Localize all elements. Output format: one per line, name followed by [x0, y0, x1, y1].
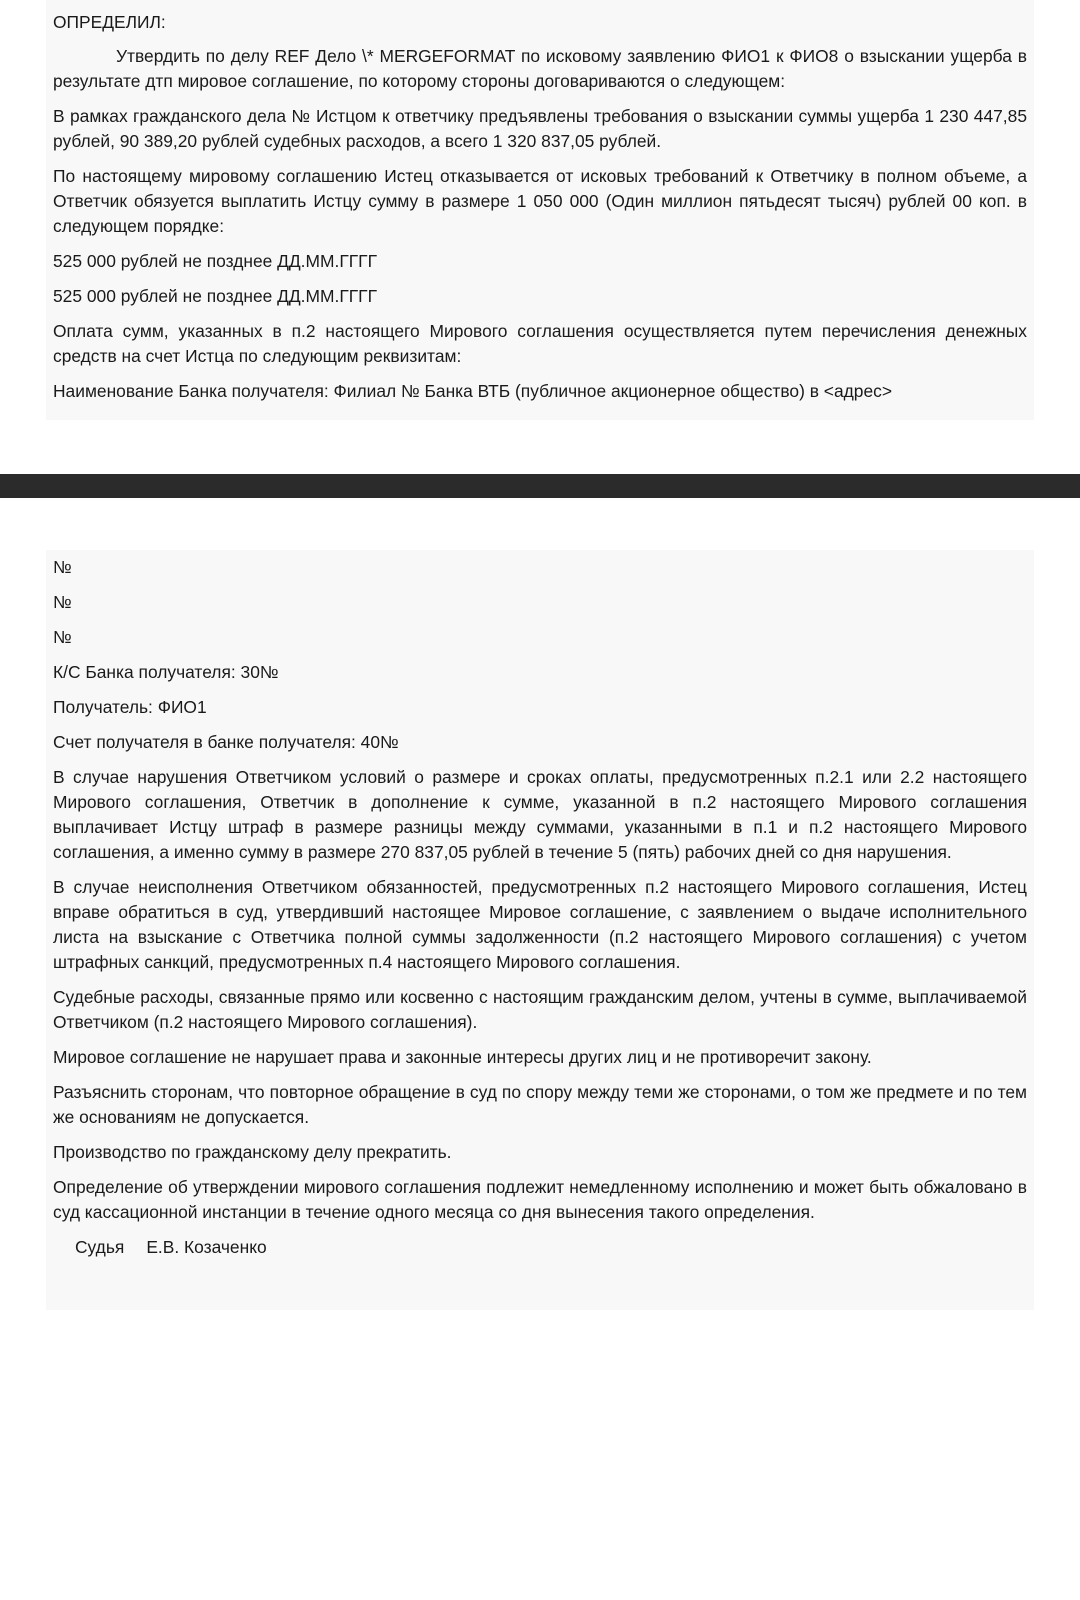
- number-line-1: №: [53, 557, 72, 577]
- section-heading: ОПРЕДЕЛИЛ:: [53, 12, 166, 32]
- judge-title: Судья: [75, 1237, 125, 1257]
- bank-name-line: Наименование Банка получателя: Филиал № Банка ВТБ (публичное акционерное общество) в <адрес>: [53, 381, 892, 401]
- payment-line-1: 525 000 рублей не позднее ДД.ММ.ГГГГ: [53, 251, 377, 271]
- repeat-claim-paragraph: Разъяснить сторонам, что повторное обращение в суд по спору между теми же сторонами, о том же предмете и по тем же основаниям не допускается.: [53, 1082, 1027, 1127]
- rights-paragraph: Мировое соглашение не нарушает права и законные интересы других лиц и не противоречит закону.: [53, 1047, 872, 1067]
- correspondent-account-line: К/С Банка получателя: 30№: [53, 662, 279, 682]
- document-page-bottom: [46, 550, 1034, 1310]
- number-line-2: №: [53, 592, 72, 612]
- judge-name: Е.В. Козаченко: [146, 1237, 267, 1257]
- enforcement-paragraph: В случае неисполнения Ответчиком обязанностей, предусмотренных п.2 настоящего Мирового соглашения, Истец вправе обратиться в суд, утвердивший настоящее Мировое соглашение, с заявлением о выдаче исполнительного листа на взыскание с Ответчика полной суммы задолженности (п.2 настоящего Мирового соглашения) с учетом штрафных санкций, предусмотренных п.4 настоящего Мирового соглашения.: [53, 877, 1027, 972]
- appeal-paragraph: Определение об утверждении мирового соглашения подлежит немедленному исполнению и может быть обжаловано в суд кассационной инстанции в течение одного месяца со дня вынесения такого определения.: [53, 1177, 1027, 1222]
- judge-signature: [53, 1235, 1027, 1260]
- settlement-paragraph: По настоящему мировому соглашению Истец отказывается от исковых требований к Ответчику в полном объеме, а Ответчик обязуется выплатить Истцу сумму в размере 1 050 000 (Один миллион пятьдесят тысяч) рублей 00 коп. в следующем порядке:: [53, 166, 1027, 236]
- document-page-top: [46, 0, 1034, 420]
- recipient-account-line: Счет получателя в банке получателя: 40№: [53, 732, 399, 752]
- penalty-paragraph: В случае нарушения Ответчиком условий о размере и сроках оплаты, предусмотренных п.2.1 или 2.2 настоящего Мирового соглашения, Ответчик в дополнение к сумме, указанной в п.2 настоящего Мирового соглашения выплачивает Истцу штраф в размере разницы между суммами, указанными в п.1 и п.2 настоящего Мирового соглашения, а именно сумму в размере 270 837,05 рублей в течение 5 (пять) рабочих дней со дня нарушения.: [53, 767, 1027, 862]
- claim-paragraph: В рамках гражданского дела № Истцом к ответчику предъявлены требования о взыскании суммы ущерба 1 230 447,85 рублей, 90 389,20 рублей судебных расходов, а всего 1 320 837,05 рублей.: [53, 106, 1027, 151]
- approval-paragraph: Утвердить по делу REF Дело \* MERGEFORMAT по исковому заявлению ФИО1 к ФИО8 о взыскании ущерба в результате дтп мировое соглашение, по которому стороны договариваются о следующем:: [53, 46, 1027, 91]
- number-line-3: №: [53, 627, 72, 647]
- payment-line-2: 525 000 рублей не позднее ДД.ММ.ГГГГ: [53, 286, 377, 306]
- recipient-line: Получатель: ФИО1: [53, 697, 207, 717]
- termination-paragraph: Производство по гражданскому делу прекратить.: [53, 1142, 452, 1162]
- court-costs-paragraph: Судебные расходы, связанные прямо или косвенно с настоящим гражданским делом, учтены в сумме, выплачиваемой Ответчиком (п.2 настоящего Мирового соглашения).: [53, 987, 1027, 1032]
- page-divider: [0, 474, 1080, 498]
- payment-method-paragraph: Оплата сумм, указанных в п.2 настоящего Мирового соглашения осуществляется путем перечисления денежных средств на счет Истца по следующим реквизитам:: [53, 321, 1027, 366]
